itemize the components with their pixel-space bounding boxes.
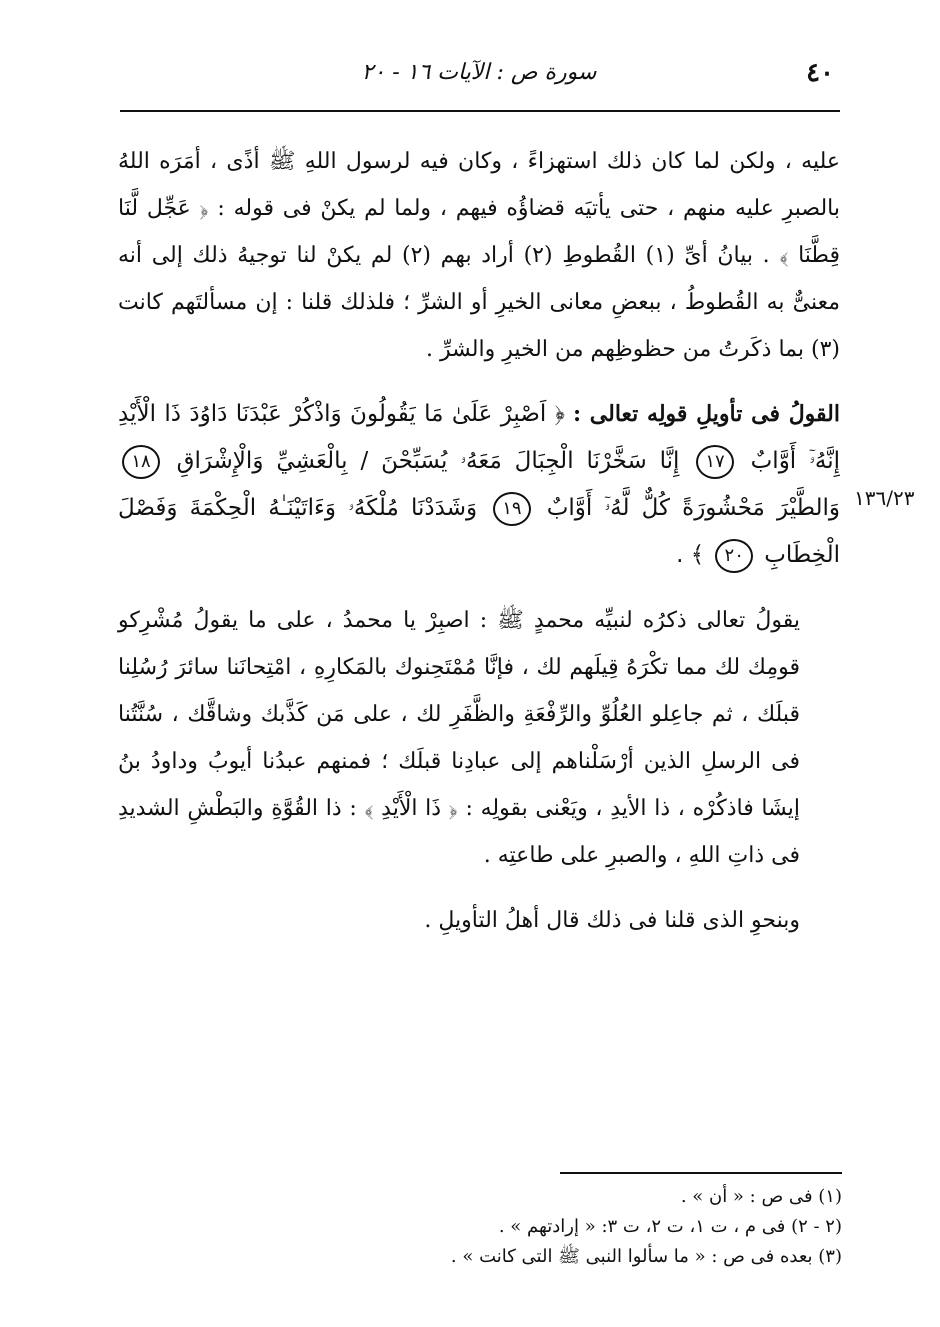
verse-number-18: ١٨	[122, 445, 160, 479]
verse-text-3: وَالطَّيْرَ مَحْشُورَةً كُلٌّ لَّهُۥٓ أَوَّابٌ	[546, 495, 841, 521]
header-rule	[120, 110, 840, 112]
paragraph-3: وبنحوِ الذى قلنا فى ذلك قال أهلُ التأويلِ .	[424, 908, 800, 933]
paragraph-gap	[118, 373, 840, 391]
verse-text-4: وَشَدَدْنَا مُلْكَهُۥ وَءَاتَيْنَـٰهُ الْحِكْمَةَ وَفَصْلَ الْخِطَابِ	[118, 495, 840, 568]
verse-end: ﴾ .	[676, 542, 705, 568]
footnote-rule	[560, 1172, 842, 1174]
page-number: ٤٠	[806, 58, 834, 88]
verse-paragraph	[118, 391, 840, 579]
verse-number-17: ١٧	[696, 445, 734, 479]
verse-text-2: إِنَّا سَخَّرْنَا الْجِبَالَ مَعَهُۥ يُسَبِّحْنَ / بِالْعَشِيِّ وَالْإِشْرَاقِ	[176, 448, 680, 474]
main-text	[118, 138, 840, 944]
verse-text-1: ﴿ اَصْبِرْ عَلَىٰ مَا يَقُولُونَ وَاذْكُرْ عَبْدَنَا دَاوُدَ ذَا الْأَيْدِ إِنَّهُۥٓ أَوَّابٌ	[118, 401, 840, 474]
margin-reference: ١٣٦/٢٣	[854, 486, 915, 510]
verse-number-20: ٢٠	[715, 539, 753, 573]
paragraph-2: يقولُ تعالى ذكرُه لنبيِّه محمدٍ ﷺ : اصبِرْ يا محمدُ ، على ما يقولُ مُشْرِكو قومِك لك مما تكْرَهُ قِيلَهم لك ، فإنَّا مُمْتَحِنوك بالمَكارِهِ ، امْتِحانَنا سائرَ رُسُلِنا قبلَك ، ثم جاعِلو العُلُوِّ والرِّفْعَةِ والظَّفَرِ لك ، على مَن كَذَّبك وشاقَّك ، سُنَّتُنا فى الرسلِ الذين أرْسَلْناهم إلى عبادِنا قبلَك ؛ فمنهم عبدُنا أيوبُ وداودُ بنُ إيشَا فاذكُرْه ، ذا الأيدِ ، ويَعْنى بقولِه : ﴿ ذَا الْأَيْدِ ﴾ : ذا القُوَّةِ والبَطْشِ الشديدِ فى ذاتِ اللهِ ، والصبرِ على طاعتِه .	[118, 608, 800, 868]
footnote-1: (١) فى ص : « أن » .	[680, 1186, 842, 1207]
footnotes	[300, 1182, 842, 1272]
section-heading: القولُ فى تأويلِ قولِه تعالى :	[572, 401, 840, 427]
paragraph-gap	[118, 879, 840, 897]
footnote-2: (٢ - ٢) فى م ، ت ١، ت ٢، ت ٣: « إرادتهم » .	[498, 1216, 842, 1237]
paragraph-1: عليه ، ولكن لما كان ذلك استهزاءً ، وكان فيه لرسول اللهِ ﷺ أذًى ، أمَرَه اللهُ بالصبرِ عليه منهم ، حتى يأتيَه قضاؤُه فيهم ، ولما لم يكنْ فى قوله : ﴿ عَجِّل لَّنَا قِطَّنَا ﴾ . بيانُ أىِّ (١) القُطوطِ (٢) أراد بهم (٢) لم يكنْ لنا توجيهُ ذلك إلى أنه معنىٌّ به القُطوطُ ، ببعضِ معانى الخيرِ أو الشرِّ ؛ فلذلك قلنا : إن مسألتَهم كانت (٣) بما ذكَرتُ من حظوظِهم من الخيرِ والشرِّ .	[118, 149, 840, 362]
footnote-3: (٣) بعده فى ص : « ما سألوا النبى ﷺ التى كانت » .	[450, 1246, 842, 1267]
page-header	[118, 52, 840, 100]
verse-number-19: ١٩	[493, 492, 531, 526]
paragraph-gap	[118, 579, 840, 597]
running-title: سورة ص : الآيات ١٦ - ٢٠	[361, 60, 597, 85]
